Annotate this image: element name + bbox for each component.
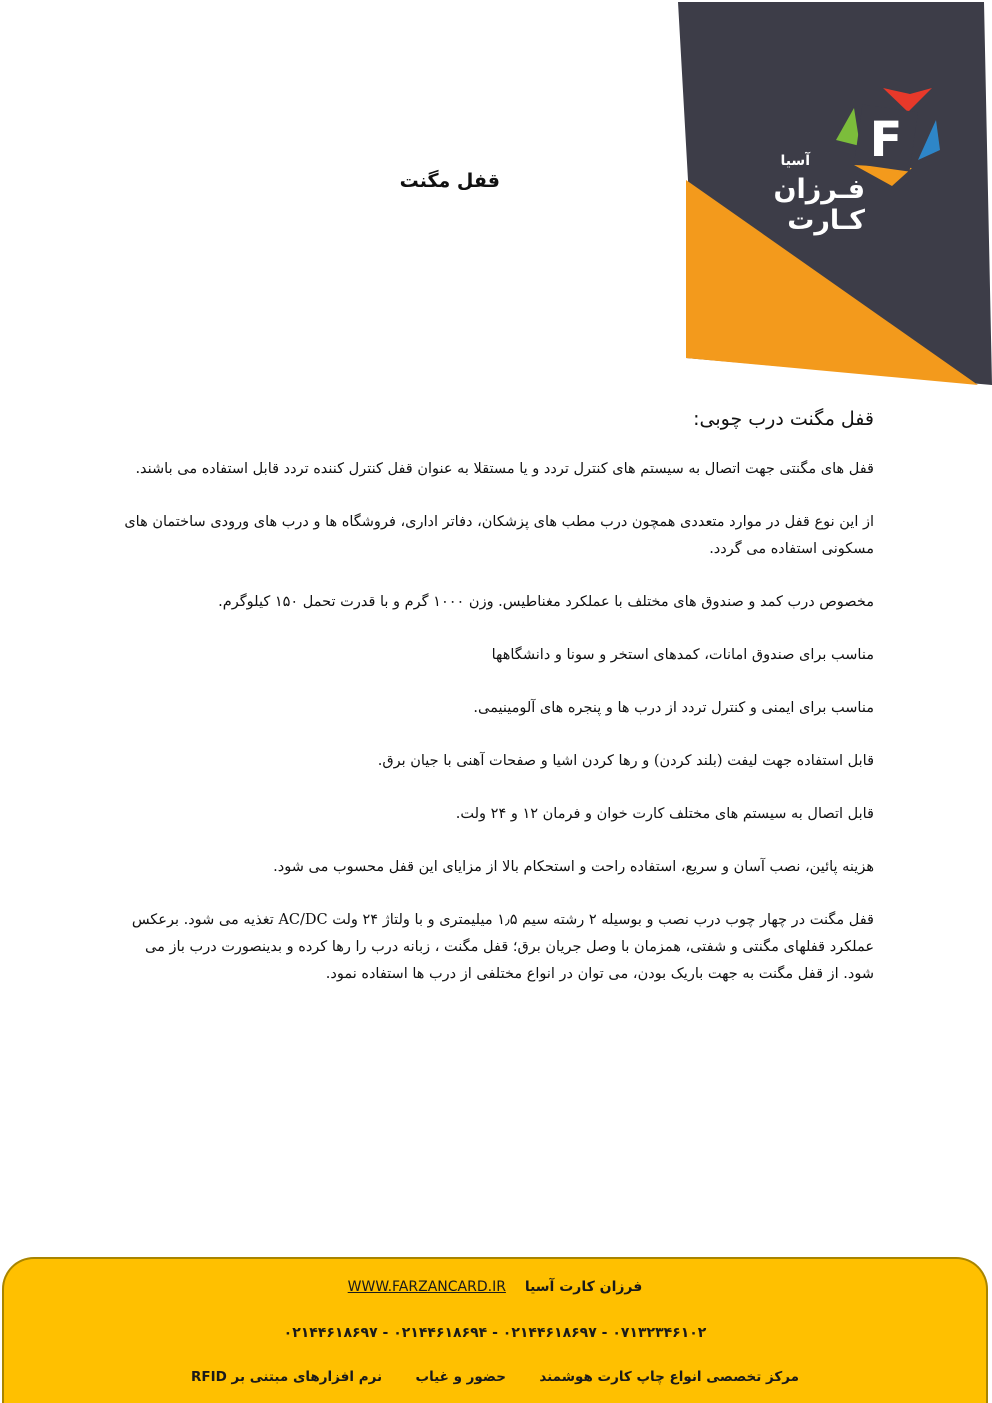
- footer-banner: [2, 1257, 988, 1403]
- paragraph: قفل های مگنتی جهت اتصال به سیستم های کنترل تردد و یا مستقلا به عنوان قفل کنترل کننده تردد قابل استفاده می باشند.: [135, 461, 874, 477]
- brand-subtitle: آسیا: [780, 153, 810, 169]
- paragraph: از این نوع قفل در موارد متعددی همچون درب مطب های پزشکان، دفاتر اداری، فروشگاه ها و درب های ورودی ساختمان های مسکونی استفاده می گردد.: [124, 514, 874, 557]
- brand-name: فـرزان کـارت: [773, 174, 865, 236]
- footer-company-row: [4, 1279, 986, 1295]
- page-title: قفل مگنت: [399, 170, 500, 192]
- paragraph: مناسب برای صندوق امانات، کمدهای استخر و سونا و دانشگاهها: [491, 647, 874, 663]
- footer-service-item: حضور و غیاب: [415, 1369, 506, 1385]
- document-body: [120, 408, 874, 988]
- footer-website-link[interactable]: WWW.FARZANCARD.IR: [347, 1279, 506, 1295]
- paragraph: هزینه پائین، نصب آسان و سریع، استفاده راحت و استحکام بالا از مزایای این قفل محسوب می شود.: [273, 859, 874, 875]
- paragraph: قابل اتصال به سیستم های مختلف کارت خوان و فرمان ۱۲ و ۲۴ ولت.: [455, 806, 874, 822]
- logo-letter: F: [869, 112, 903, 168]
- paragraph-last: قفل مگنت در چهار چوب درب نصب و بوسیله ۲ رشته سیم ۱٫۵ میلیمتری و با ولتاژ ۲۴ ولت AC/DC تغذیه می شود. برعکس عملکرد قفلهای مگنتی و شفتی، همزمان با وصل جریان برق؛ قفل مگنت ، زبانه درب را رها کرده و بدینصورت درب باز می شود. از قفل مگنت به جهت باریک بودن، می توان در انواع مختلفی از درب ها استفاده نمود.: [131, 912, 874, 982]
- footer-service-item: نرم افزارهای مبتنی بر RFID: [190, 1369, 383, 1385]
- footer-service-item: مرکز تخصصی انواع چاپ کارت هوشمند: [539, 1369, 800, 1385]
- footer-services-row: [4, 1369, 986, 1385]
- paragraph: مناسب برای ایمنی و کنترل تردد از درب ها و پنجره های آلومینیمی.: [473, 700, 874, 716]
- paragraph: مخصوص درب کمد و صندوق های مختلف با عملکرد مغناطیس. وزن ۱۰۰۰ گرم و با قدرت تحمل ۱۵۰ کیلوگرم.: [218, 594, 874, 610]
- footer-company-name: فرزان کارت آسیا: [524, 1279, 643, 1295]
- paragraph: قابل استفاده جهت لیفت (بلند کردن) و رها کردن اشیا و صفحات آهنی با جیان برق.: [377, 753, 874, 769]
- footer-phones: ۰۷۱۳۲۳۴۶۱۰۲ - ۰۲۱۴۴۶۱۸۶۹۷ - ۰۲۱۴۴۶۱۸۶۹۴ - ۰۲۱۴۴۶۱۸۶۹۷: [283, 1325, 707, 1341]
- section-heading: قفل مگنت درب چوبی:: [693, 408, 874, 430]
